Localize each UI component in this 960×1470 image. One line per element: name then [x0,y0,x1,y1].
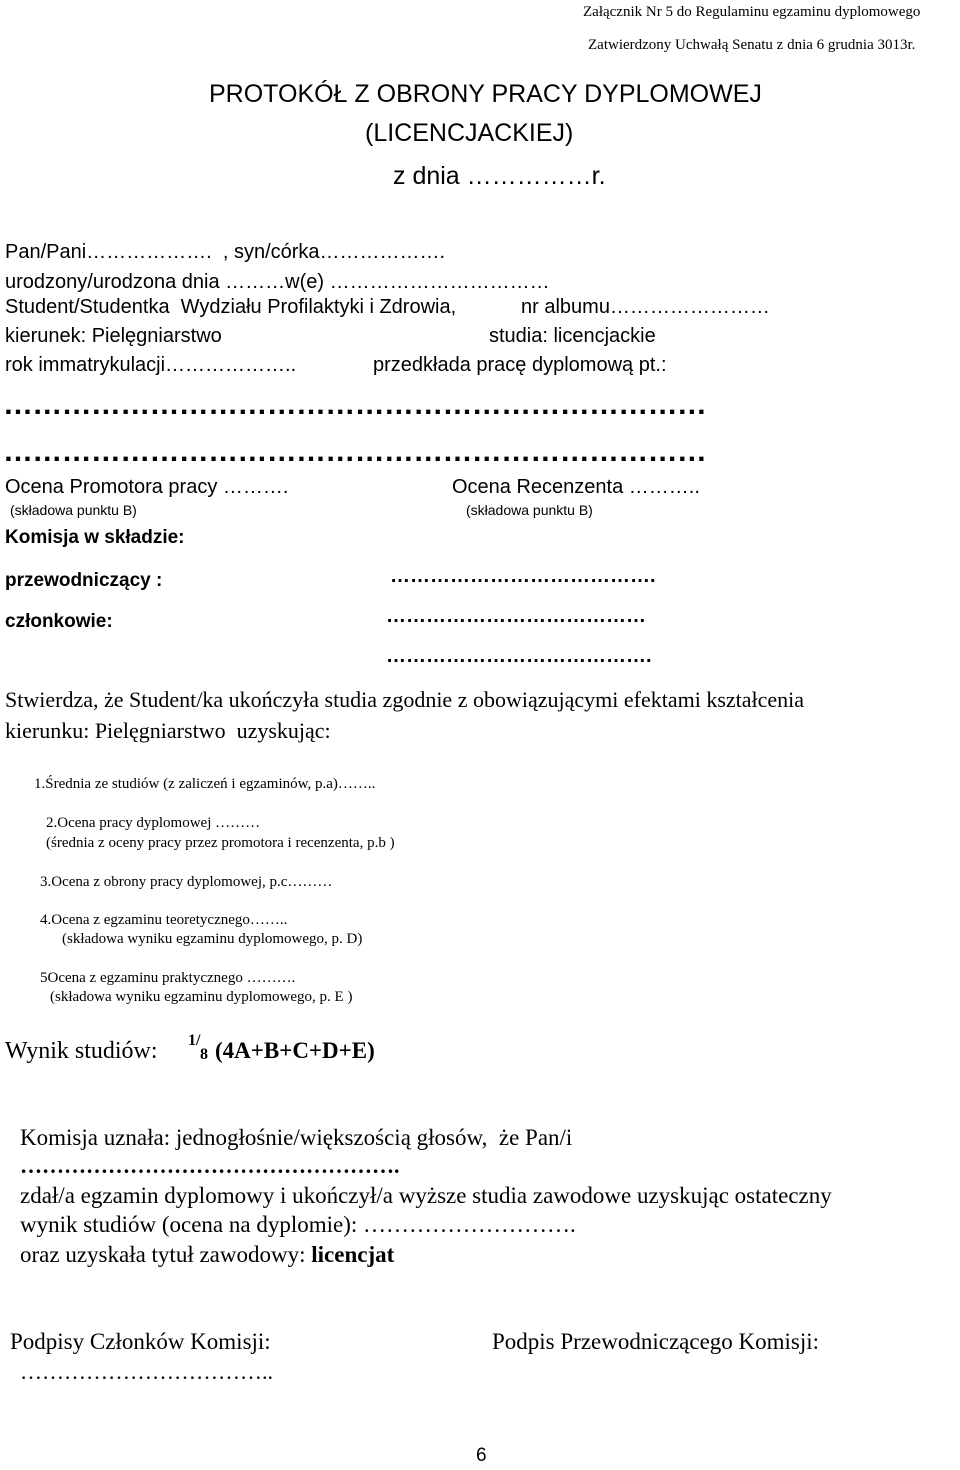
result-fraction-numerator: 1/ [188,1032,201,1049]
title-date: z dnia ……………r. [393,162,606,190]
page-subtitle: (LICENCJACKIEJ) [365,119,574,147]
professional-title-value: licencjat [311,1242,395,1267]
members-label: członkowie: [5,611,113,632]
chair-label: przewodniczący : [5,570,163,591]
student-name-line: Pan/Pani………………. , syn/córka………………. [5,241,446,263]
decision-name-dots: ……………………………………………. [20,1153,400,1178]
enrollment-year: rok immatrykulacji……………….. [5,354,297,376]
page-number: 6 [476,1445,487,1466]
promoter-grade-note: (składowa punktu B) [10,502,137,518]
item-average-grade: 1.Średnia ze studiów (z zaliczeń i egzaminów, p.a)…….. [34,776,376,792]
approval-note: Zatwierdzony Uchwałą Senatu z dnia 6 grudnia 3013r. [588,37,916,53]
member-2: …………………………………. [386,645,652,667]
chair-value: …………………………………. [390,565,656,587]
decision-line-1: Komisja uznała: jednogłośnie/większością głosów, że Pan/i [20,1125,573,1150]
professional-title-line [20,1243,394,1266]
statement-line-2: kierunku: Pielęgniarstwo uzyskując: [5,718,331,743]
final-grade-line: wynik studiów (ocena na dyplomie): ………………………. [20,1212,576,1237]
thesis-submission: przedkłada pracę dyplomową pt.: [373,354,667,376]
professional-title-label: oraz uzyskała tytuł zawodowy: [20,1242,312,1267]
item-practical-exam-grade: 5Ocena z egzaminu praktycznego ………. [40,970,296,986]
item-defense-grade: 3.Ocena z obrony pracy dyplomowej, p.c……… [40,874,333,890]
member-1: ………………………………… [386,605,646,627]
result-formula: (4A+B+C+D+E) [215,1038,375,1063]
item-thesis-grade: 2.Ocena pracy dyplomowej ……… [46,815,261,831]
result-label: Wynik studiów: [5,1038,158,1064]
decision-line-3: zdał/a egzamin dyplomowy i ukończył/a wyższe studia zawodowe uzyskując ostateczny [20,1183,832,1208]
members-signature-dots: …………………………….. [20,1359,273,1384]
birth-line: urodzony/urodzona dnia ………w(e) …………………………… [5,271,550,293]
faculty-line: Student/Studentka Wydziału Profilaktyki i Zdrowia, [5,296,457,318]
item-thesis-grade-note: (średnia z oceny pracy przez promotora i recenzenta, p.b ) [46,835,395,851]
statement-line-1: Stwierdza, że Student/ka ukończyła studia zgodnie z obowiązującymi efektami kształcenia [5,687,805,712]
reviewer-grade: Ocena Recenzenta ……….. [452,476,700,498]
item-practical-exam-note: (składowa wyniku egzaminu dyplomowego, p. E ) [50,989,353,1005]
study-type: studia: licencjackie [489,325,656,347]
promoter-grade: Ocena Promotora pracy ………. [5,476,289,498]
album-number: nr albumu…………………… [521,296,770,318]
page-title: PROTOKÓŁ Z OBRONY PRACY DYPLOMOWEJ [209,80,762,108]
reviewer-grade-note: (składowa punktu B) [466,502,593,518]
attachment-note: Załącznik Nr 5 do Regulaminu egzaminu dyplomowego [583,4,921,20]
members-signature-label: Podpisy Członków Komisji: [10,1329,271,1354]
thesis-title-line-1: ……………………………………………………………… [3,388,707,421]
field-of-study: kierunek: Pielęgniarstwo [5,325,222,347]
committee-heading: Komisja w składzie: [5,527,185,548]
result-fraction-denominator: 8 [200,1046,208,1063]
thesis-title-line-2: ……………………………………………………………… [3,435,707,468]
item-theory-exam-note: (składowa wyniku egzaminu dyplomowego, p. D) [62,931,363,947]
chair-signature-label: Podpis Przewodniczącego Komisji: [492,1329,820,1354]
item-theory-exam-grade: 4.Ocena z egzaminu teoretycznego…….. [40,912,288,928]
